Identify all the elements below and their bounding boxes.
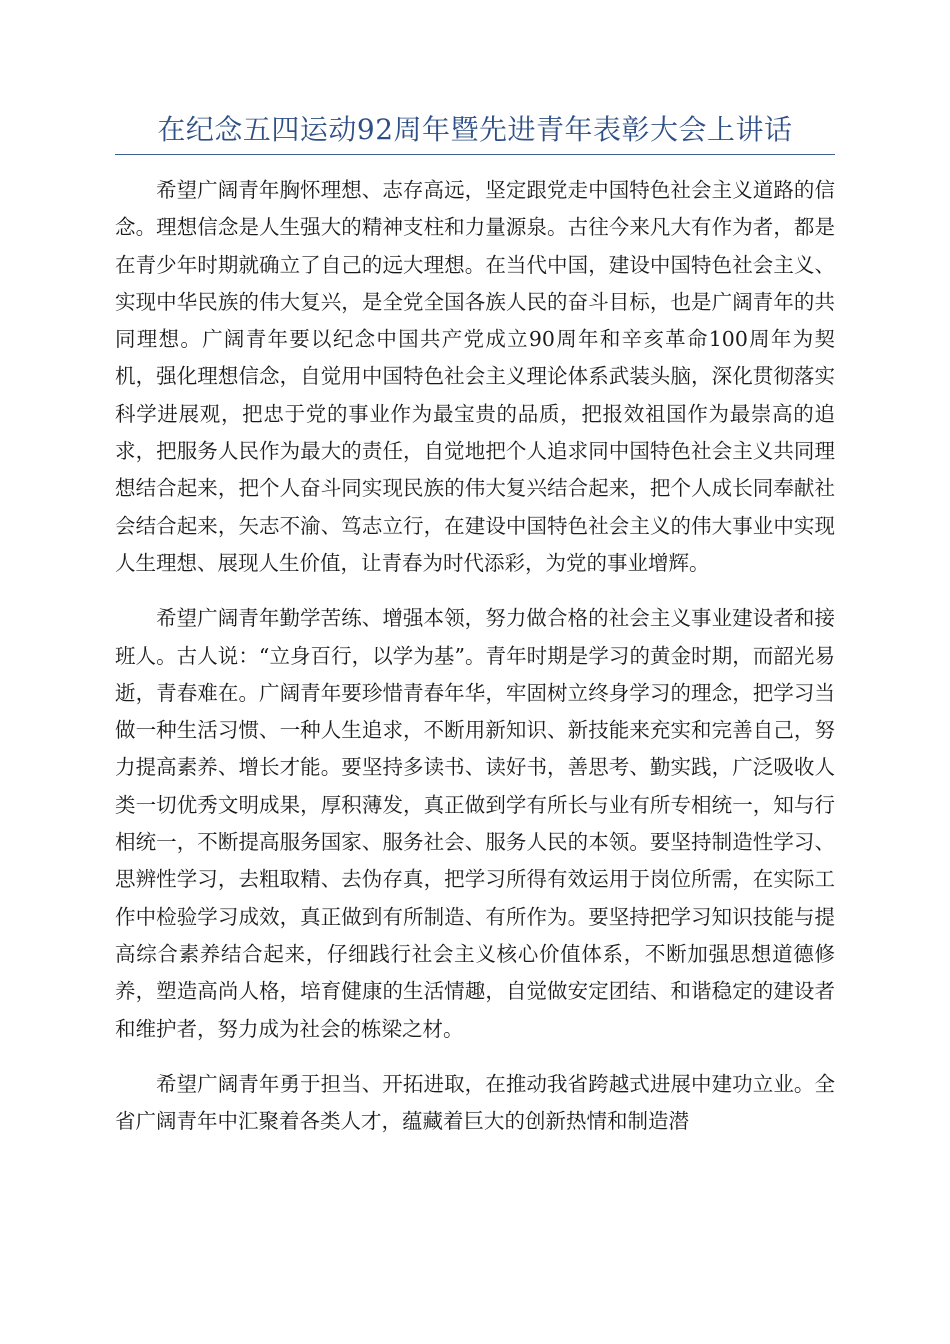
paragraph-ideals: 希望广阔青年胸怀理想、志存高远，坚定跟党走中国特色社会主义道路的信念。理想信念是人生强大的精神支柱和力量源泉。古往今来凡大有作为者，都是在青少年时期就确立了自己的远大理想。在当代中国，建设中国特色社会主义、实现中华民族的伟大复兴，是全党全国各族人民的奋斗目标，也是广阔青年的共同理想。广阔青年要以纪念中国共产党成立90周年和辛亥革命100周年为契机，强化理想信念，自觉用中国特色社会主义理论体系武装头脑，深化贯彻落实科学进展观，把忠于党的事业作为最宝贵的品质，把报效祖国作为最崇高的追求，把服务人民作为最大的责任，自觉地把个人追求同中国特色社会主义共同理想结合起来，把个人奋斗同实现民族的伟大复兴结合起来，把个人成长同奉献社会结合起来，矢志不渝、笃志立行，在建设中国特色社会主义的伟大事业中实现人生理想、展现人生价值，让青春为时代添彩，为党的事业增辉。 [115,178,835,575]
page-title: 在纪念五四运动92周年暨先进青年表彰大会上讲话 [157,113,793,146]
paragraph-learning: 希望广阔青年勤学苦练、增强本领，努力做合格的社会主义事业建设者和接班人。古人说：“立身百行，以学为基”。青年时期是学习的黄金时期，而韶光易逝，青春难在。广阔青年要珍惜青春年华，牢固树立终身学习的理念，把学习当做一种生活习惯、一种人生追求，不断用新知识、新技能来充实和完善自己，努力提高素养、增长才能。要坚持多读书、读好书，善思考、勤实践，广泛吸收人类一切优秀文明成果，厚积薄发，真正做到学有所长与业有所专相统一，知与行相统一，不断提高服务国家、服务社会、服务人民的本领。要坚持制造性学习、思辨性学习，去粗取精、去伪存真，把学习所得有效运用于岗位所需，在实际工作中检验学习成效，真正做到有所制造、有所作为。要坚持把学习知识技能与提高综合素养结合起来，仔细践行社会主义核心价值体系，不断加强思想道德修养，塑造高尚人格，培育健康的生活情趣，自觉做安定团结、和谐稳定的建设者和维护者，努力成为社会的栋梁之材。 [115,606,835,1041]
document-body [115,172,835,1140]
paragraph-responsibility: 希望广阔青年勇于担当、开拓进取，在推动我省跨越式进展中建功立业。全省广阔青年中汇聚着各类人才，蕴藏着巨大的创新热情和制造潜 [115,1071,835,1134]
title-block [115,110,835,155]
